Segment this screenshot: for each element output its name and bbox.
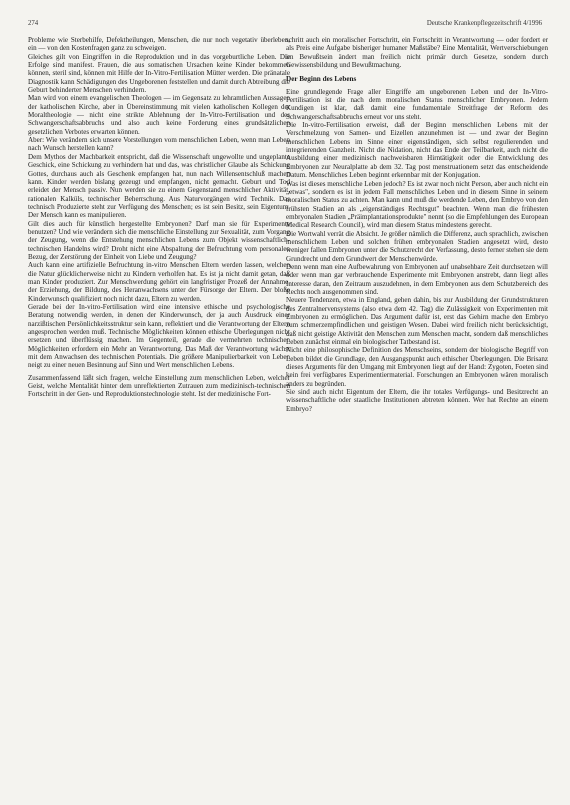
paragraph: Eine grundlegende Frage aller Eingriffe am ungeborenen Leben und der In-Vitro-Fertilisation ist die nach dem moralischen Status menschlicher Embryonen. Jedem Kundigen ist klar, daß damit eine fundamentale Streitfrage der Reform des Schwangerschaftsabbruchs erneut vor uns steht. (286, 87, 548, 121)
paragraph: Probleme wie Sterbehilfe, Defektheilungen, Menschen, die nur noch vegetativ überleben, ein — von den Kostenfragen ganz zu schweigen. (28, 36, 290, 53)
paragraph: Gerade bei der In-vitro-Fertilisation wird eine intensive ethische und psychologische Beratung notwendig werden, in denen der Kinderwunsch, der ja auch Ausdruck einer narzißtischen Persönlichkeitsstruktur sein kann, reflektiert und die Verantwortung der Eltern angesprochen werden muß. Technische Möglichkeiten können ethische Überlegungen nicht ersetzen und überflüssig machen. Im Gegenteil, gerade die vermehrten technischen Möglichkeiten erfordern ein Mehr an Verantwortung. Das Maß der Verantwortung wächst mit dem Anwachsen des technischen Potentials. Die größere Manipulierbarkeit von Leben neigt zu einer neuen Besinnung auf Sinn und Wert menschlichen Lebens. (28, 303, 290, 370)
section-heading: Der Beginn des Lebens (286, 75, 357, 84)
paragraph: schritt auch ein moralischer Fortschritt, ein Fortschritt in Verantwortung — oder fordert er als Preis eine Aufgabe bisheriger humaner Maßstäbe? Eine Mentalität, Wertverschiebungen im Bewußtsein ändert man freilich nicht primär durch Gesetze, sondern durch Gewissensbildung und Bewußtmachung. (286, 36, 548, 70)
page-number: 274 (28, 20, 39, 27)
paragraph: Auch kann eine artifizielle Befruchtung in-vitro Menschen Eltern werden lassen, welchen die Natur glücklicherweise nicht zu Kindern verholfen hat. Es ist ja nicht damit getan, daß man Kinder produziert. Zur Menschwerdung gehört ein langfristiger Prozeß der Annahme, der Erziehung, der Bildung, des Heranwachsens unter der Fürsorge der Eltern. Der bloße Kinderwunsch qualifiziert noch nicht dazu, Eltern zu werden. (28, 261, 290, 303)
paragraph: Zusammenfassend läßt sich fragen, welche Einstellung zum menschlichen Leben, welcher Geist, welche Mentalität hinter dem unreflektierten Zutrauen zum medizinisch-technischen Fortschritt in der Gen- und Reproduktionstechnologie steht. Ist der medizinische Fort- (28, 373, 290, 399)
page-header (28, 20, 542, 27)
paragraph: Denn wenn man eine Aufbewahrung von Embryonen auf unabsehbare Zeit durchsetzen will oder wenn man gar verbrauchende Experimente mit Embryonen anstrebt, dann liegt alles Interesse daran, den Zeitraum auszudehnen, in dem Embryonen aus dem Schutzbereich des Rechts noch ausgenommen sind. (286, 262, 548, 296)
paragraph: Die Wortwahl verrät die Absicht. Je größer nämlich die Differenz, auch sprachlich, zwischen menschlichem Leben und solchen frühen embryonalen Stadien angesetzt wird, desto weniger fallen Embryonen unter die Schutzrecht der Verfassung, desto ferner stehen sie dem Grundrecht und dem Grundwert der Menschenwürde. (286, 229, 548, 263)
paragraph: Sie sind auch nicht Eigentum der Eltern, die ihr totales Verfügungs- und Besitzrecht an wissenschaftliche oder staatliche Institutionen abtreten können. Wer hat Rechte an einem Embryo? (286, 388, 548, 413)
journal-title: Deutsche Krankenpflegezeitschrift 4/1996 (426, 20, 542, 27)
paragraph: Gilt dies auch für künstlich hergestellte Embryonen? Darf man sie für Experimente benutzen? Und wie verändern sich die menschliche Einstellung zur Sexualität, zum Vorgang der Zeugung, wenn die Entstehung menschlichen Lebens zum Objekt wissenschaftlich-technischen Handelns wird? Droht nicht eine Abspaltung der Befruchtung vom personalen Bezug, der Zerstörung der Einheit von Liebe und Zeugung? (28, 219, 290, 261)
paragraph: Was ist dieses menschliche Leben jedoch? Es ist zwar noch nicht Person, aber auch nicht ein „etwas", sondern es ist in jedem Fall menschliches Leben und in diesem Sinne in seinem moralischen Status zu achten. Man kann und muß die werdende Leben, den Embryo von den frühsten Stadien an als „eigenständiges Rechtsgut" beachten. Wenn man die frühesten embryonalen Stadien „Präimplantationsprodukte" nennt (so die Empfehlungen des European Medical Research Council), wird man diesem Status mindestens gerecht. (286, 179, 548, 230)
paragraph: Nicht eine philosophische Definition des Menschseins, sondern der biologische Begriff von Leben bildet die Grundlage, den Ausgangspunkt auch ethischer Überlegungen. Die Brisanz dieses Arguments für den Umgang mit Embryonen liegt auf der Hand: Zygoten, Foeten sind kein frei verfügbares Experimentiermaterial. Forschungen an Embryonen wären moralisch anders zu begründen. (286, 346, 548, 388)
paragraph: Man wird von einem evangelischen Theologen — im Gegensatz zu lehramtlichen Aussagen der katholischen Kirche, aber in Übereinstimmung mit vielen katholischen Kollegen der Moraltheologie — nicht eine strikte Ablehnung der In-Vitro-Fertilisation und des Schwangerschaftsabbruchs und also auch keine Forderung eines grundsätzlichen gesetzlichen Verbotes erwarten können. (28, 94, 290, 136)
right-column (286, 36, 548, 413)
paragraph: Aber: Wie verändern sich unsere Vorstellungen vom menschlichen Leben, wenn man Leben nach Wunsch herstellen kann? (28, 136, 290, 153)
left-column (28, 36, 290, 399)
paragraph: Neuere Tendenzen, etwa in England, gehen dahin, bis zur Ausbildung der Grundstrukturen des Zentralnervensystems (also etwa dem 42. Tag) die Zulässigkeit von Experimenten mit Embryonen zu ermöglichen. Das Argument dafür ist, erst das Gehirn mache den Embryo zum schmerzempfindlichen und geistigen Wesen. Dabei wird freilich nicht berücksichtigt, daß nicht geistige Aktivität den Menschen zum Menschen macht, sondern daß menschliches Leben zunächst einmal ein biologischer Tatbestand ist. (286, 296, 548, 347)
paragraph: Die In-vitro-Fertilisation erweist, daß der Beginn menschlichen Lebens mit der Verschmelzung von Samen- und Eizellen anzunehmen ist — und zwar der Beginn menschlichen Lebens im Sinne einer eigenständigen, sich selbst regulierenden und integrierenden Ganzheit. Nicht die Nidation, nicht das Ende der Teilbarkeit, auch nicht die Ausbildung einer medizinisch nachweisbaren Hirntätigkeit oder die Entwicklung des Embryonen zur Neuralplatte ab dem 32. Tag post menstruationem setzt das entscheidende Datum. Menschliches Leben beginnt erkennbar mit der Konjugation. (286, 121, 548, 180)
paragraph: Dem Mythos der Machbarkeit entspricht, daß die Wissenschaft ungewollte und ungeplante Geschick, eine Schickung zu verhindern hat und das, was christlicher Glaube als Schickung Gottes, durchaus auch als Geschenk empfangen hat, nun nach Willensentschluß machen kann. Kinder werden bislang gezeugt und empfangen, nicht gemacht. Geburt und Tod erleidet der Mensch passiv. Nun werden sie zu einem Gegenstand menschlicher Aktivität, rationalen Kalküls, technischer Beherrschung. Aus Naturvorgängen wird Technik. Das technisch Produzierte steht zur Verfügung des Menschen; es ist sein Besitz, sein Eigentum. Der Mensch kann es manipulieren. (28, 152, 290, 220)
paragraph: Gleiches gilt von Eingriffen in die Reproduktion und in das vorgeburtliche Leben. Die Erfolge sind manifest. Frauen, die aus somatischen Ursachen keine Kinder bekommen können, steril sind, können mit Hilfe der In-Vitro-Fertilisation Mütter werden. Die pränatale Diagnostik kann Schädigungen des Ungeborenen feststellen und damit durch Abtreibung die Geburt behinderter Menschen verhindern. (28, 52, 290, 95)
